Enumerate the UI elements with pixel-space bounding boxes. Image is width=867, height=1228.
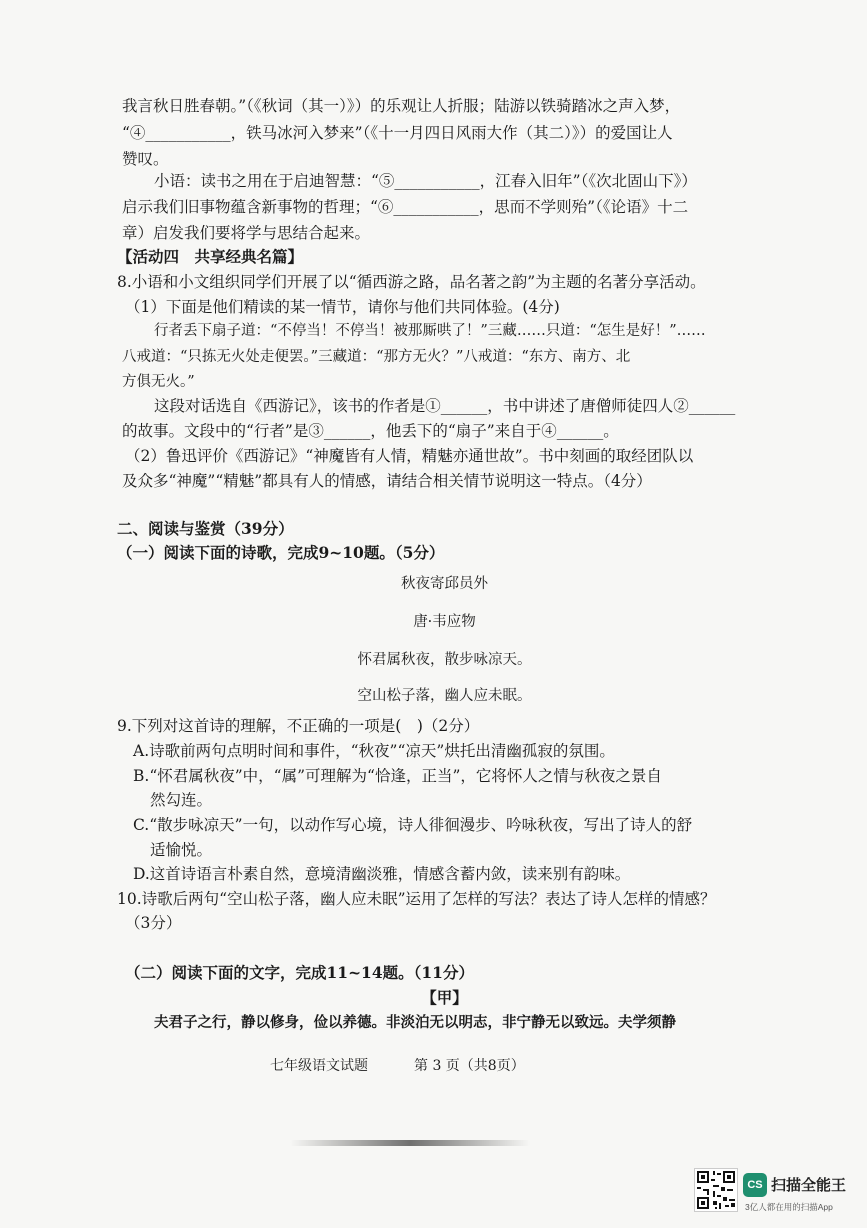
text-line: 我言秋日胜春朝。”（《秋词（其一）》）的乐观让人折服；陆游以铁骑踏冰之声入梦， [122,97,681,115]
section-mark-jia: 【甲】 [421,988,468,1007]
footer-subject: 七年级语文试题 [270,1058,368,1074]
text-line: 的故事。文段中的“行者”是③______，他丢下的“扇子”来自于④______。 [122,422,619,440]
poem-line: 怀君属秋夜，散步咏凉天。 [357,652,532,668]
text-line: A.诗歌前两句点明时间和事件，“秋夜”“凉天”烘托出清幽孤寂的氛围。 [133,742,615,760]
text-line: 10.诗歌后两句“空山松子落，幽人应未眠”运用了怎样的写法？表达了诗人怎样的情感？ [117,890,716,908]
scanner-tagline: 3亿人都在用的扫描App [745,1202,833,1212]
scanner-app-name: 扫描全能王 [771,1177,847,1194]
camscanner-logo-icon: CS [743,1173,767,1197]
text-line: （一）阅读下面的诗歌，完成9~10题。（5分） [117,543,445,562]
text-line: （二）阅读下面的文字，完成11~14题。（11分） [125,963,474,982]
text-line: 夫君子之行，静以修身，俭以养德。非淡泊无以明志，非宁静无以致远。夫学须静 [154,1014,676,1031]
qr-code-icon [694,1168,738,1212]
text-line: D.这首诗语言朴素自然，意境清幽淡雅，情感含蓄内敛，读来别有韵味。 [133,865,631,883]
text-line: （1）下面是他们精读的某一情节，请你与他们共同体验。(4分) [125,298,560,316]
text-line: 这段对话选自《西游记》，该书的作者是①______，书中讲述了唐僧师徒四人②______ [154,397,736,415]
text-line: 【活动四 共享经典名篇】 [117,247,304,266]
text-line: 方俱无火。” [122,374,195,390]
text-line: C.“散步咏凉天”一句，以动作写心境，诗人徘徊漫步、吟咏秋夜，写出了诗人的舒 [133,816,693,834]
poem-author: 唐·韦应物 [413,614,476,630]
text-line: 小语：读书之用在于启迪智慧：“⑤___________，江春入旧年”（《次北固山下》） [154,172,697,190]
scan-shadow [290,1140,530,1146]
text-line: 八戒道：“只拣无火处走便罢。”三藏道：“那方无火？”八戒道：“东方、南方、北 [122,349,631,365]
text-line: 启示我们旧事物蕴含新事物的哲理；“⑥___________，思而不学则殆”（《论语》十二 [122,198,689,216]
text-line: （3分） [125,914,182,932]
text-line: 章）启发我们要将学与思结合起来。 [122,224,371,242]
text-line: 9.下列对这首诗的理解，不正确的一项是( )（2分） [117,717,480,735]
text-line: 及众多“神魔”“精魅”都具有人的情感，请结合相关情节说明这一特点。（4分） [122,472,652,490]
text-line: （2）鲁迅评价《西游记》“神魔皆有人情，精魅亦通世故”。书中刻画的取经团队以 [125,447,694,465]
text-line: 赞叹。 [122,150,169,168]
text-line: “④___________，铁马冰河入梦来”（《十一月四日风雨大作（其二）》）的爱国让人 [122,124,673,142]
text-line: 二、阅读与鉴赏（39分） [117,519,294,538]
page-footer [270,1055,525,1075]
poem-line: 空山松子落，幽人应未眠。 [357,688,532,704]
text-line: 适愉悦。 [150,841,213,859]
text-line: B.“怀君属秋夜”中，“属”可理解为“恰逢，正当”，它将怀人之情与秋夜之景自 [133,767,662,785]
poem-title: 秋夜寄邱员外 [401,576,488,592]
text-line: 然勾连。 [150,791,213,809]
text-line: 8.小语和小文组织同学们开展了以“循西游之路，品名著之韵”为主题的名著分享活动。 [117,273,706,291]
text-line: 行者丢下扇子道：“不停当！不停当！被那厮哄了！”三藏……只道：“怎生是好！”…… [154,323,706,339]
footer-page-number: 第 3 页（共8页） [414,1058,525,1074]
